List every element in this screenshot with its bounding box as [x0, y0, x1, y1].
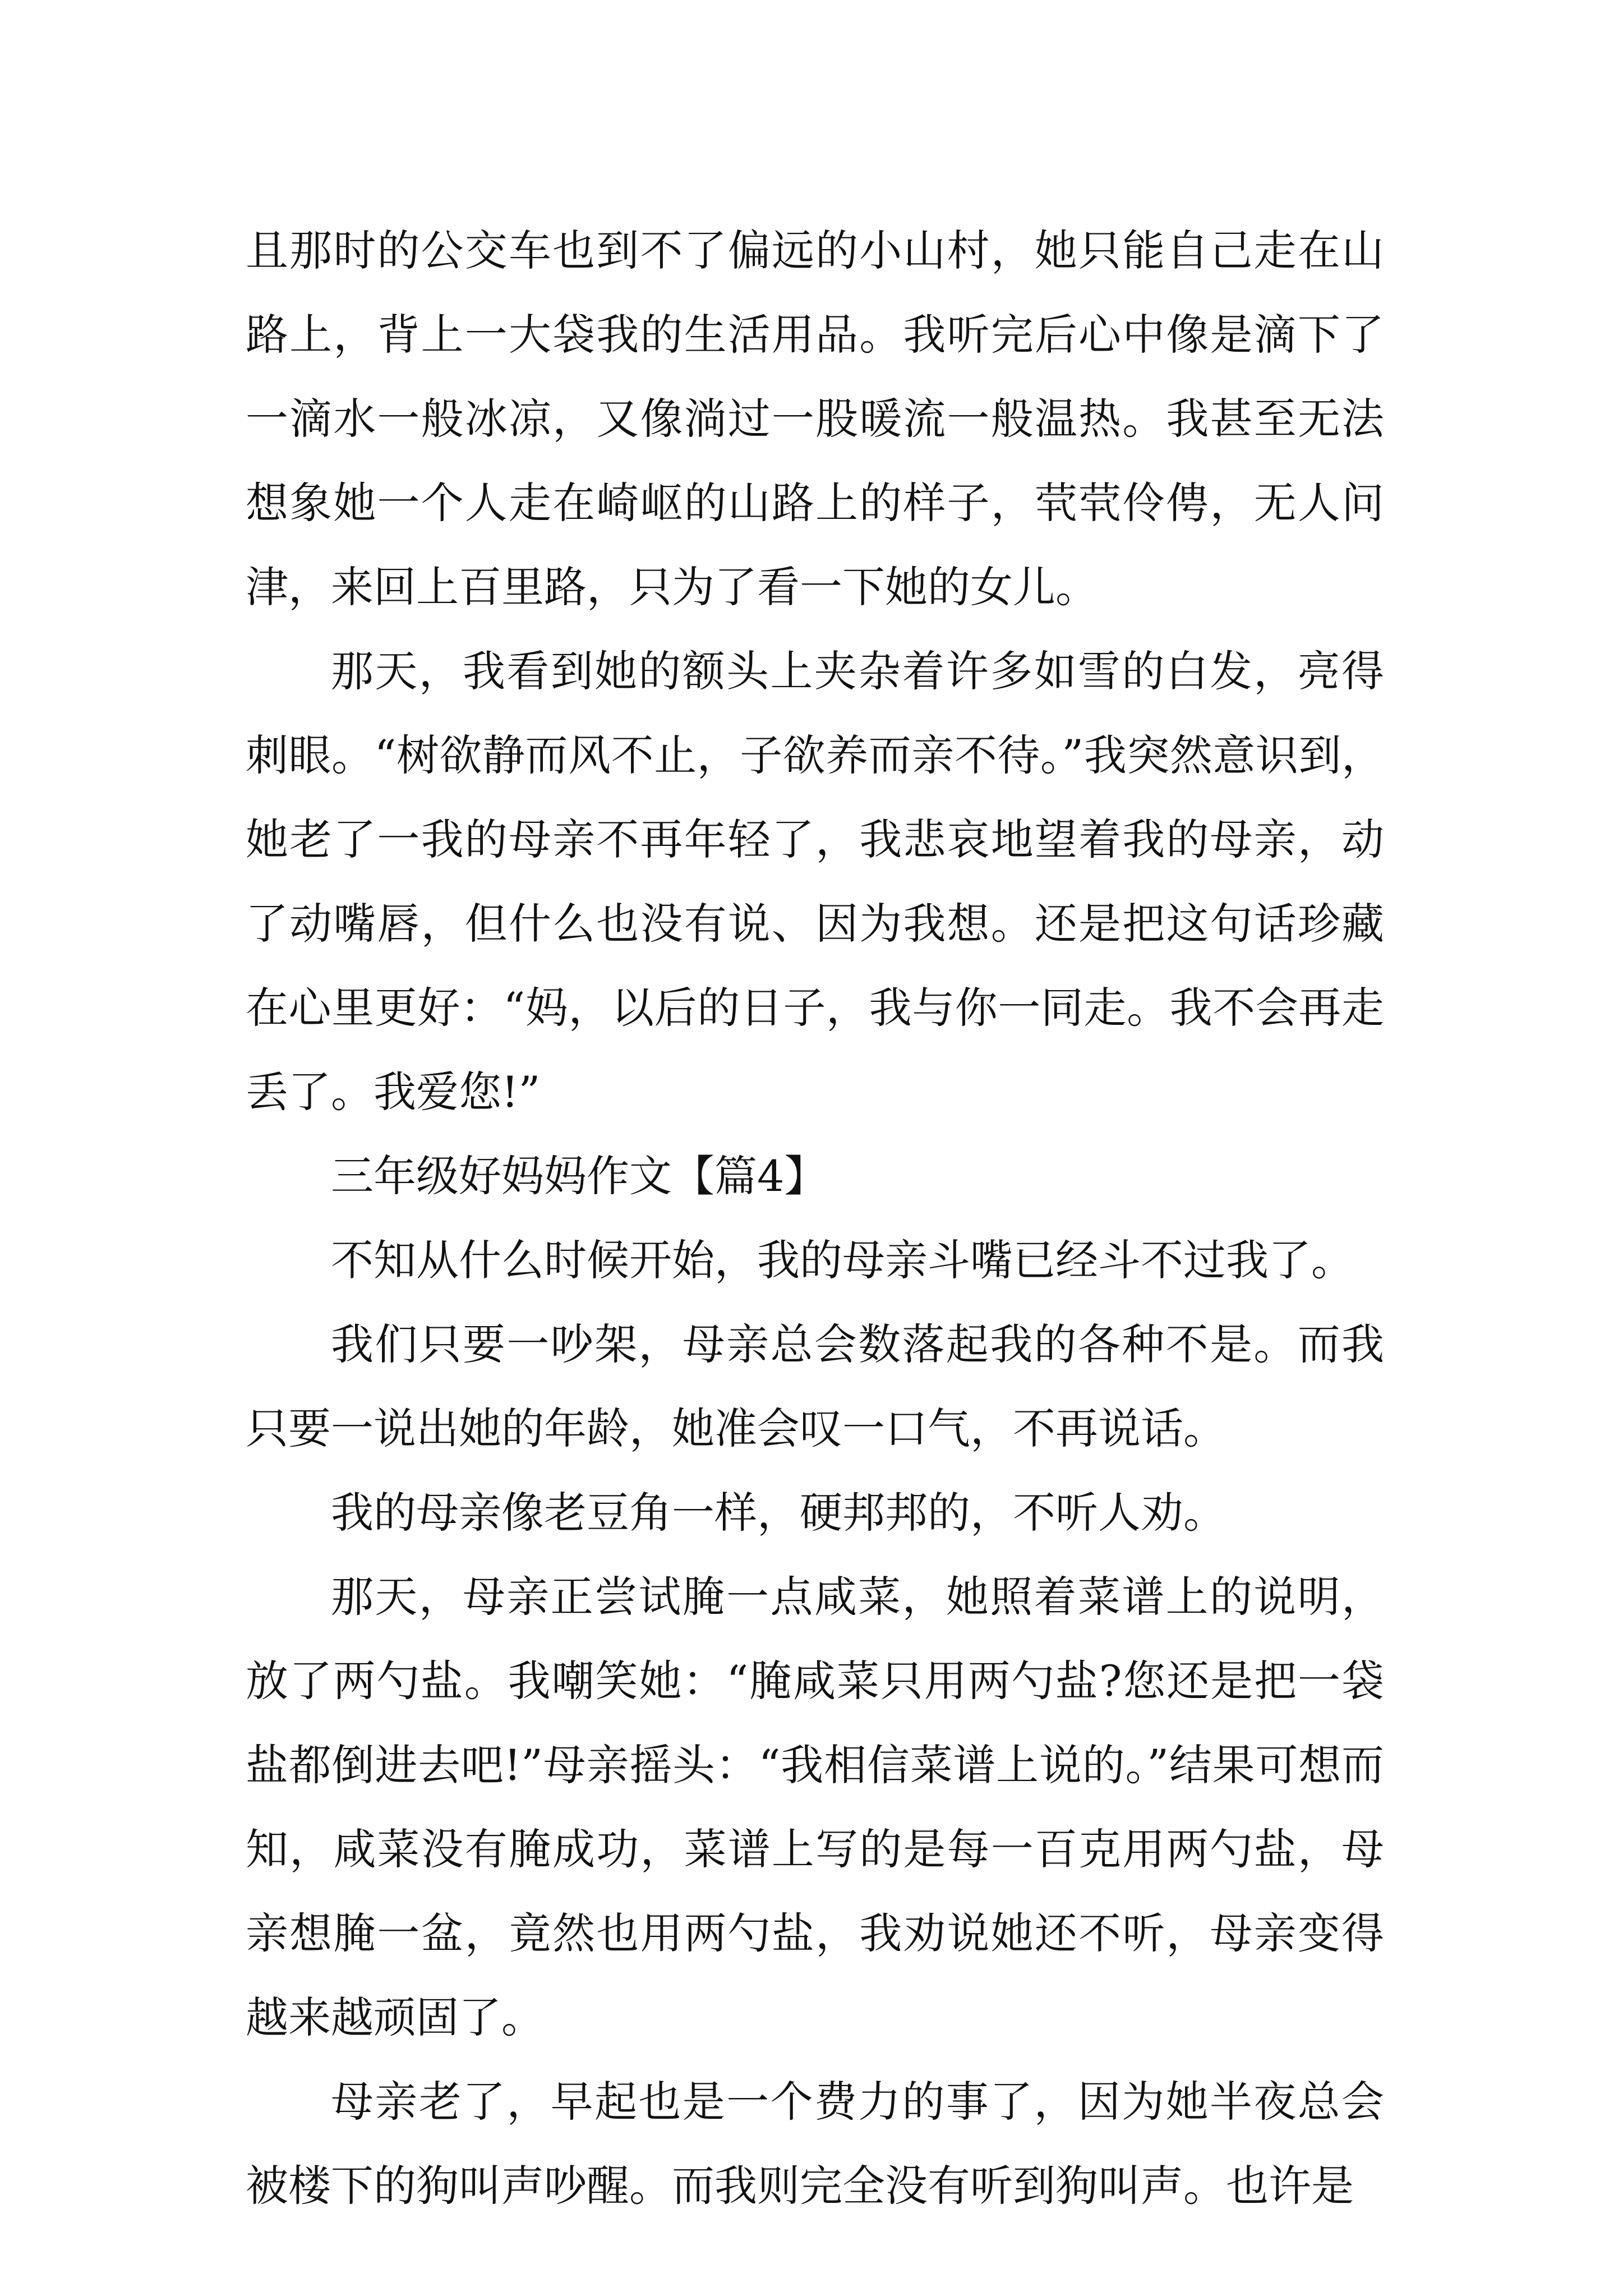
paragraph: 且那时的公交车也到不了偏远的小山村，她只能自己走在山路上，背上一大袋我的生活用品。我听完后心中像是滴下了一滴水一般冰凉，又像淌过一股暖流一般温热。我甚至无法想象她一个人走在崎岖的山路上的样子，茕茕伶俜，无人问津，来回上百里路，只为了看一下她的女儿。: [246, 226, 1384, 612]
section-heading: 三年级好妈妈作文【篇4】: [331, 1151, 827, 1201]
body-text: [246, 209, 1384, 2228]
paragraph: 我的母亲像老豆角一样，硬邦邦的，不听人劝。: [331, 1488, 1226, 1538]
paragraph: 母亲老了，早起也是一个费力的事了，因为她半夜总会被楼下的狗叫声吵醒。而我则完全没有听到狗叫声。也许是: [246, 2077, 1384, 2211]
paragraph: 那天，母亲正尝试腌一点咸菜，她照着菜谱上的说明，放了两勺盐。我嘲笑她：“腌咸菜只用两勺盐?您还是把一袋盐都倒进去吧!”母亲摇头：“我相信菜谱上说的。”结果可想而知，咸菜没有腌成功，菜谱上写的是每一百克用两勺盐，母亲想腌一盆，竟然也用两勺盐，我劝说她还不听，母亲变得越来越顽固了。: [246, 1572, 1384, 2042]
paragraph: 不知从什么时候开始，我的母亲斗嘴已经斗不过我了。: [331, 1235, 1354, 1285]
paragraph: 那天，我看到她的额头上夹杂着许多如雪的白发，亮得刺眼。“树欲静而风不止，子欲养而亲不待。”我突然意识到，她老了一我的母亲不再年轻了，我悲哀地望着我的母亲，动了动嘴唇，但什么也没有说、因为我想。还是把这句话珍藏在心里更好：“妈，以后的日子，我与你一同走。我不会再走丢了。我爱您!”: [246, 646, 1384, 1117]
paragraph: 我们只要一吵架，母亲总会数落起我的各种不是。而我只要一说出她的年龄，她准会叹一口气，不再说话。: [246, 1319, 1384, 1453]
